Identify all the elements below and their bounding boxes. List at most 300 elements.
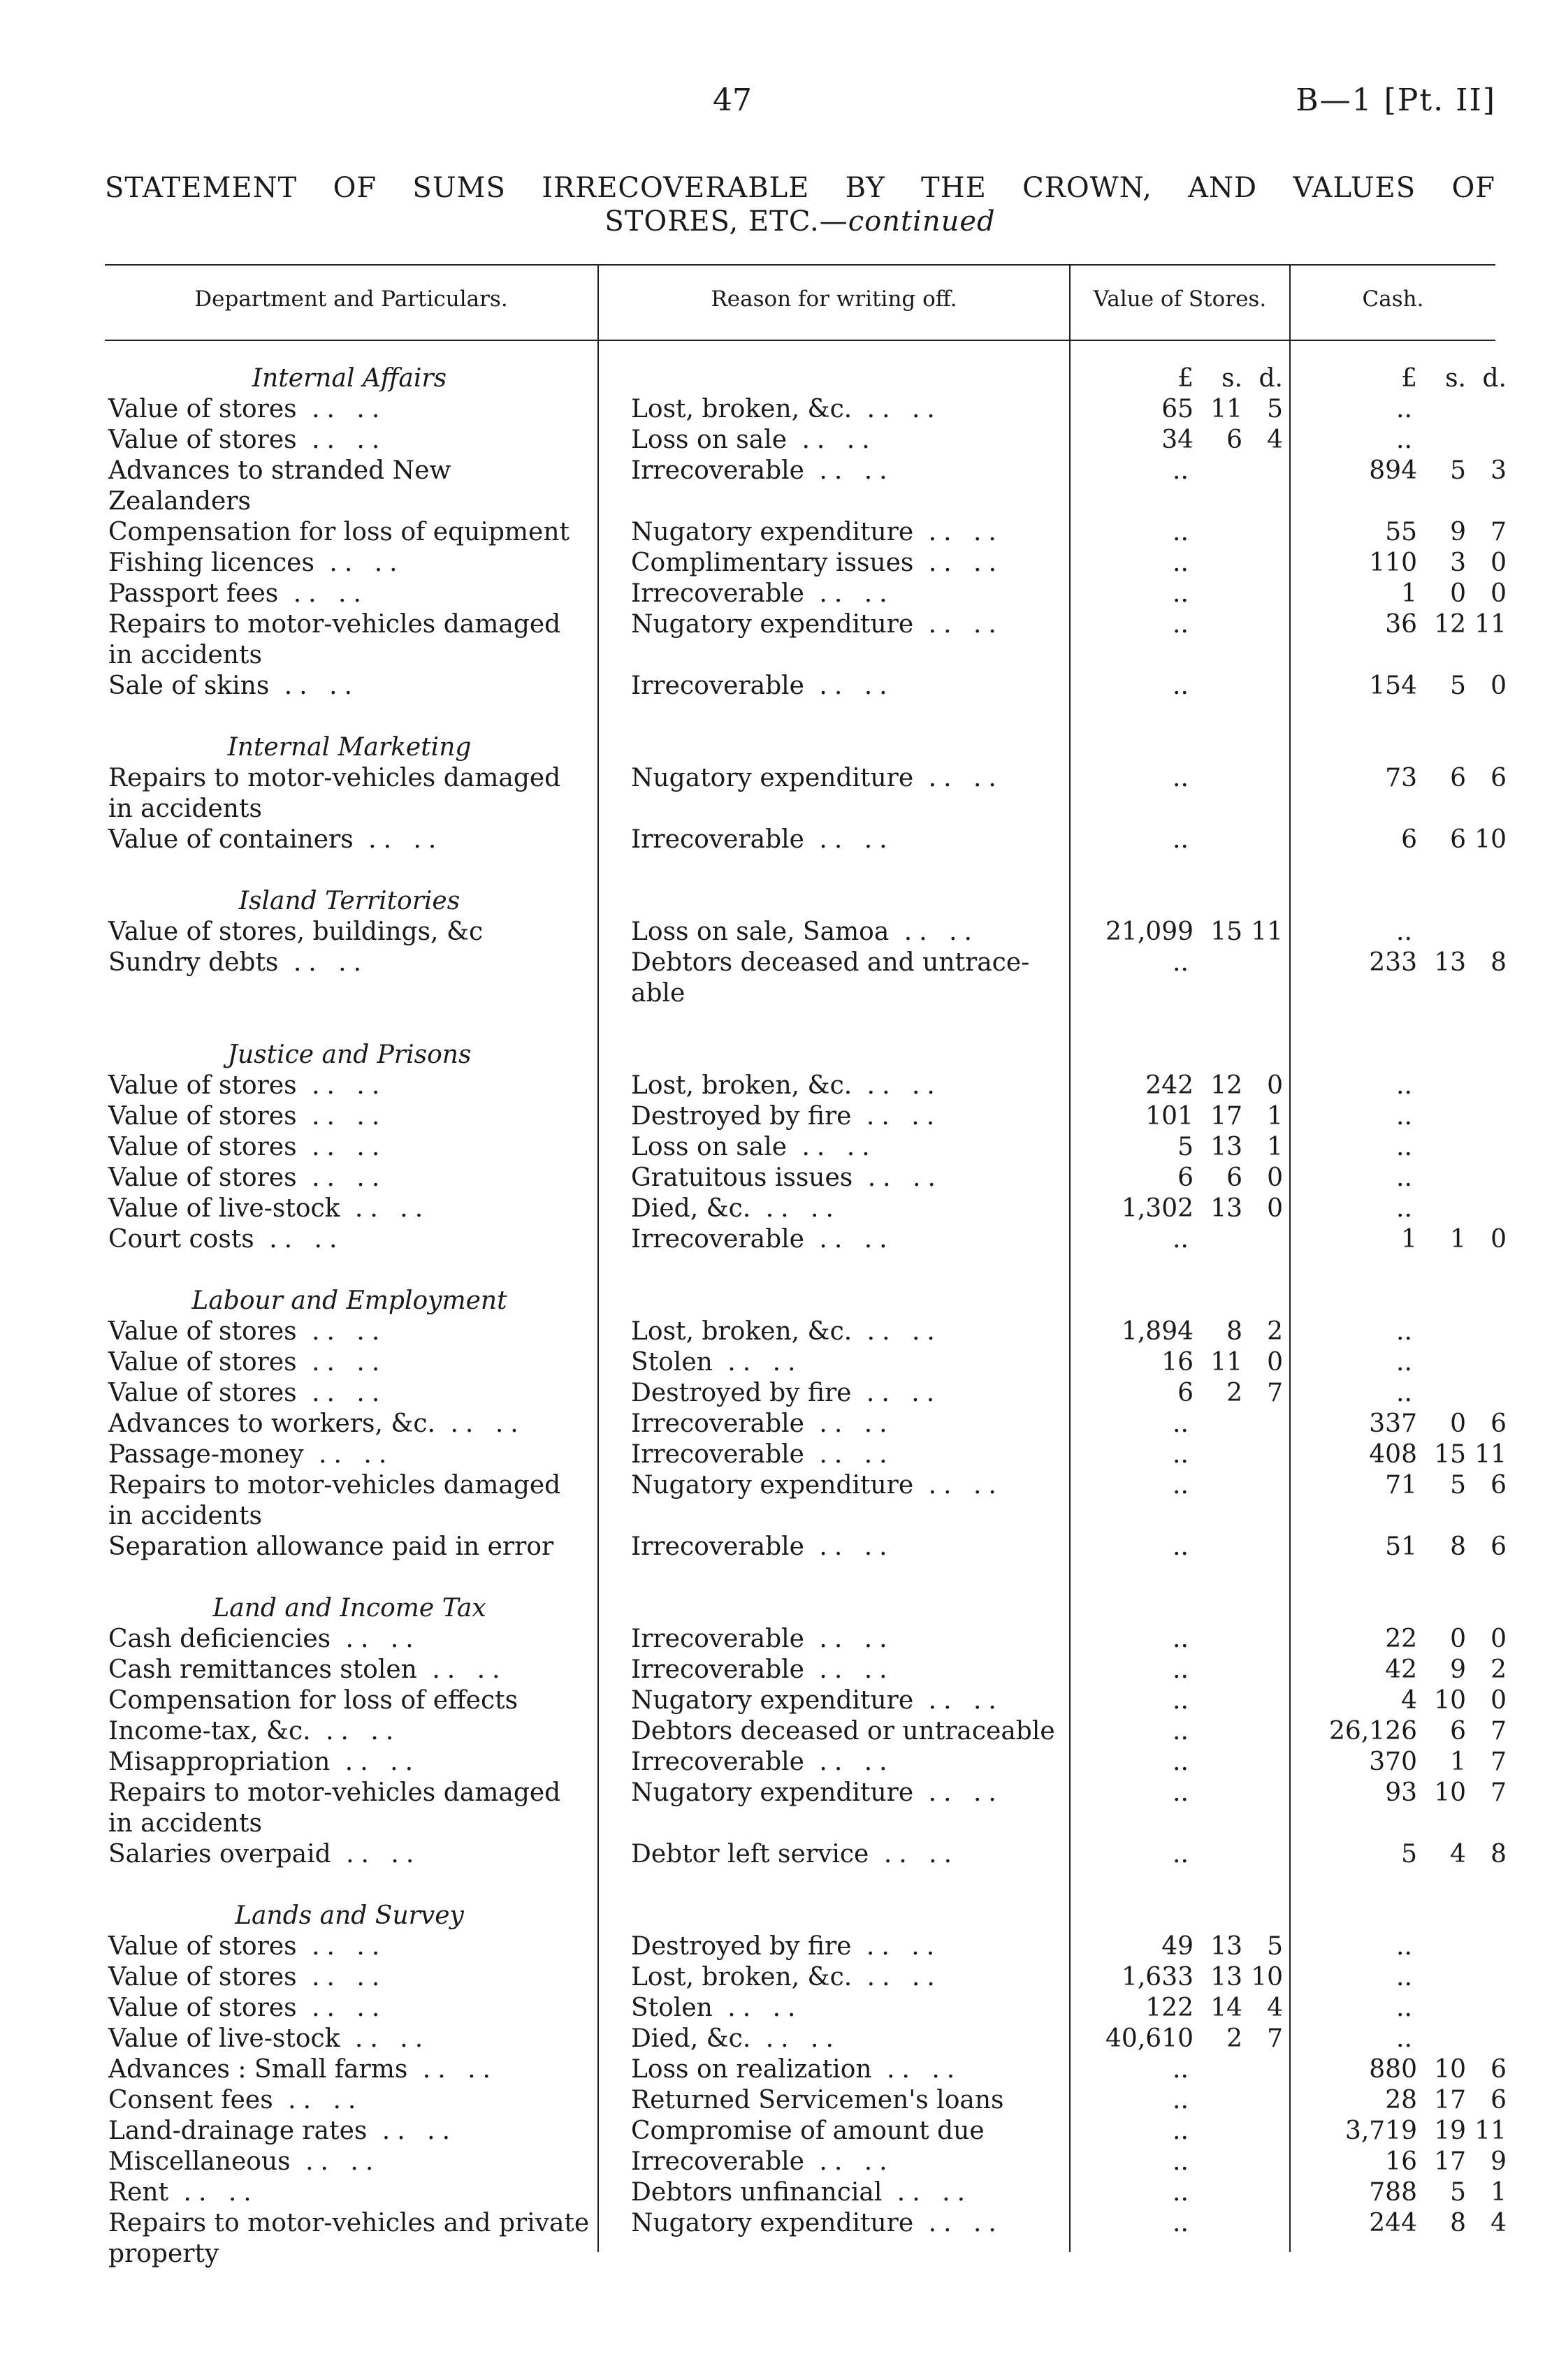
cash-amount-pounds: 233	[1369, 948, 1417, 977]
section-row	[108, 886, 1502, 917]
reason-cell	[631, 1439, 1071, 1470]
cash-amount	[1302, 2147, 1507, 2177]
cash-amount-pence: 8	[1490, 1840, 1507, 1869]
section-heading: Labour and Employment	[191, 1286, 507, 1315]
cash-cell	[1302, 1778, 1507, 1839]
cash-amount-shillings: 17	[1434, 2086, 1466, 2114]
column-header-particulars: Department and Particulars.	[194, 286, 508, 312]
value-amount-pence: 2	[1267, 1317, 1283, 1346]
reason-cell	[631, 1685, 1071, 1716]
dot-leader: .. ..	[254, 1225, 344, 1254]
cash-amount-shillings: 17	[1434, 2147, 1466, 2176]
cash-amount	[1302, 1716, 1507, 1747]
particular-cell	[108, 917, 597, 948]
dot-leader: .. ..	[168, 2178, 259, 2207]
table-row	[108, 1624, 1502, 1655]
particular-cell	[108, 394, 597, 425]
particular-cell	[108, 1993, 597, 2024]
value-nil: ..	[1173, 1625, 1189, 1653]
reason-cell	[631, 1655, 1071, 1685]
cash-amount-pounds: 55	[1385, 518, 1417, 546]
particular-text: Advances to stranded New Zealanders	[108, 456, 451, 516]
units-value	[1078, 1040, 1302, 1071]
cash-nil: ..	[1396, 1133, 1412, 1161]
table-row	[108, 1685, 1502, 1716]
value-cell	[1078, 1931, 1302, 1962]
dot-leader: .. ..	[340, 1194, 430, 1223]
reason-cell	[631, 456, 1071, 517]
reason-text: Returned Servicemen's loans	[631, 2086, 1004, 2114]
reason-cell	[631, 1071, 1071, 1101]
value-amount	[1078, 2024, 1283, 2054]
cash-amount-pence: 2	[1490, 1655, 1507, 1684]
particular-cell	[108, 425, 597, 456]
value-amount-pounds: 21,099	[1105, 917, 1194, 946]
cash-nil: ..	[1396, 1963, 1412, 1991]
cash-nil: ..	[1396, 1932, 1412, 1961]
dot-leader: .. ..	[278, 579, 368, 608]
cash-nil: ..	[1396, 426, 1412, 454]
reason-text: Debtors deceased or untraceable	[631, 1717, 1055, 1746]
value-nil: ..	[1173, 672, 1189, 700]
reason-cell	[631, 1532, 1071, 1562]
dot-leader: .. ..	[407, 2055, 498, 2084]
value-nil: ..	[1173, 1840, 1189, 1869]
value-amount-pounds: 16	[1161, 1348, 1194, 1377]
dot-leader: .. ..	[852, 1071, 942, 1100]
particular-cell	[108, 1101, 597, 1132]
value-units-pounds: £	[1177, 364, 1194, 393]
units-cash	[1302, 363, 1507, 394]
cash-amount-pounds: 1	[1401, 1225, 1417, 1254]
reason-text: Complimentary issues	[631, 549, 914, 577]
section-heading: Internal Marketing	[227, 733, 472, 762]
reason-text: Nugatory expenditure	[631, 1471, 914, 1500]
value-amount-pounds: 40,610	[1105, 2024, 1194, 2053]
reason-cell	[631, 1962, 1071, 1993]
dot-leader: .. ..	[852, 1963, 942, 1991]
cash-amount-pounds: 73	[1385, 764, 1417, 792]
value-amount-pounds: 6	[1177, 1163, 1194, 1192]
cash-amount-pence: 0	[1490, 549, 1507, 577]
particular-cell	[108, 1470, 597, 1532]
value-amount	[1078, 1163, 1283, 1193]
reason-cell	[631, 1347, 1071, 1378]
reason-text: Irrecoverable	[631, 2147, 804, 2176]
value-amount-shillings: 14	[1210, 1994, 1242, 2022]
cash-cell	[1302, 1071, 1502, 1101]
value-amount	[1078, 394, 1283, 425]
value-cell	[1078, 1962, 1302, 1993]
dot-leader: .. ..	[296, 1994, 387, 2022]
value-amount-pence: 0	[1267, 1163, 1283, 1192]
cash-amount-pounds: 880	[1369, 2055, 1417, 2084]
cash-cell	[1302, 609, 1507, 671]
reason-text: Irrecoverable	[631, 1625, 804, 1653]
cash-amount	[1302, 2085, 1507, 2116]
reason-text: Irrecoverable	[631, 1655, 804, 1684]
value-cell	[1078, 763, 1302, 825]
cash-nil: ..	[1396, 1071, 1412, 1100]
reason-text: Debtor left service	[631, 1840, 869, 1869]
cash-amount-pounds: 22	[1385, 1625, 1417, 1653]
dot-leader: .. ..	[712, 1994, 803, 2022]
cash-amount-pounds: 408	[1369, 1440, 1417, 1469]
page-number: 47	[713, 82, 752, 118]
particular-text: Cash deficiencies	[108, 1625, 331, 1653]
cash-cell	[1302, 1347, 1502, 1378]
cash-cell	[1302, 548, 1507, 579]
cash-cell	[1302, 2147, 1507, 2177]
reason-text: Nugatory expenditure	[631, 2209, 914, 2237]
reason-text: Died, &c.	[631, 2024, 751, 2053]
table-row	[108, 1993, 1502, 2024]
reason-text: Stolen	[631, 1994, 713, 2022]
cash-amount-pence: 0	[1490, 672, 1507, 700]
reason-text: Nugatory expenditure	[631, 610, 914, 639]
particular-text: Value of containers	[108, 825, 354, 854]
dot-leader: .. ..	[913, 549, 1004, 577]
table-row	[108, 948, 1502, 1009]
dot-leader: .. ..	[804, 1655, 894, 1684]
particular-text: Compensation for loss of effects	[108, 1686, 518, 1715]
particular-text: Value of stores	[108, 1102, 297, 1131]
cash-amount	[1302, 1655, 1507, 1685]
section-heading: Land and Income Tax	[212, 1594, 486, 1623]
cash-amount-shillings: 5	[1450, 456, 1466, 485]
cash-nil: ..	[1396, 1102, 1412, 1131]
table-row	[108, 1470, 1502, 1532]
particular-text: Advances : Small farms	[108, 2055, 408, 2084]
particular-text: Passage-money	[108, 1440, 304, 1469]
value-cell	[1078, 1347, 1302, 1378]
reason-text: Destroyed by fire	[631, 1379, 852, 1407]
particular-cell	[108, 1532, 597, 1562]
cash-cell	[1302, 517, 1507, 548]
cash-cell	[1302, 2054, 1507, 2085]
cash-amount-pounds: 154	[1369, 672, 1417, 700]
cash-cell	[1302, 2177, 1507, 2208]
cash-amount-pence: 11	[1474, 2117, 1507, 2145]
cash-nil: ..	[1396, 1163, 1412, 1192]
cash-amount-shillings: 4	[1450, 1840, 1466, 1869]
cash-amount-pounds: 28	[1385, 2086, 1417, 2114]
particular-cell	[108, 1316, 597, 1347]
value-amount	[1078, 1993, 1283, 2024]
dot-leader: .. ..	[750, 2024, 841, 2053]
cash-amount-pounds: 26,126	[1329, 1717, 1417, 1746]
cash-nil: ..	[1396, 1317, 1412, 1346]
value-nil: ..	[1173, 764, 1189, 792]
particular-text: Value of live-stock	[108, 2024, 340, 2053]
table-row	[108, 2024, 1502, 2054]
cash-amount-pence: 8	[1490, 948, 1507, 977]
cash-amount-pence: 6	[1490, 2086, 1507, 2114]
reason-text: Stolen	[631, 1348, 713, 1377]
particular-text: Fishing licences	[108, 549, 314, 577]
reason-cell	[631, 394, 1071, 425]
units-cash	[1302, 732, 1502, 763]
cash-amount	[1302, 1778, 1507, 1808]
cash-amount-pounds: 894	[1369, 456, 1417, 485]
dot-leader: .. ..	[296, 1963, 387, 1991]
value-cell	[1078, 2208, 1302, 2270]
dot-leader: .. ..	[296, 395, 387, 423]
value-amount-pence: 5	[1267, 1932, 1283, 1961]
value-amount-shillings: 11	[1210, 395, 1242, 423]
dot-leader: .. ..	[435, 1409, 525, 1438]
cash-amount-pounds: 244	[1369, 2209, 1417, 2237]
dot-leader: .. ..	[296, 1102, 387, 1131]
value-amount-shillings: 6	[1226, 1163, 1242, 1192]
cash-cell	[1302, 1931, 1502, 1962]
particular-cell	[108, 1409, 597, 1439]
particular-cell	[108, 2054, 597, 2085]
cash-amount-pence: 7	[1490, 1778, 1507, 1807]
table-row	[108, 1193, 1502, 1224]
reason-cell	[631, 2054, 1071, 2085]
particular-cell	[108, 1347, 597, 1378]
particular-text: Consent fees	[108, 2086, 273, 2114]
reason-cell	[631, 1316, 1071, 1347]
value-amount-pounds: 1,894	[1121, 1317, 1194, 1346]
reason-text: Irrecoverable	[631, 825, 804, 854]
cash-amount	[1302, 1224, 1507, 1255]
reason-cell	[631, 2085, 1071, 2116]
dot-leader: .. ..	[913, 1778, 1003, 1807]
table-row	[108, 2147, 1502, 2177]
cash-units-pounds: £	[1401, 364, 1417, 393]
table-row	[108, 456, 1502, 517]
cash-amount-pounds: 110	[1369, 549, 1417, 577]
value-nil: ..	[1173, 825, 1189, 854]
value-cell	[1078, 1224, 1302, 1255]
cash-amount	[1302, 548, 1507, 579]
dot-leader: .. ..	[852, 1317, 942, 1346]
value-cell	[1078, 1839, 1302, 1870]
section-spacer	[108, 1870, 1502, 1901]
particular-cell	[108, 763, 597, 825]
dot-leader: .. ..	[804, 1748, 894, 1776]
table-row	[108, 1101, 1502, 1132]
particular-text: Salaries overpaid	[108, 1840, 331, 1869]
value-cell	[1078, 1747, 1302, 1778]
particular-cell	[108, 1193, 597, 1224]
cash-cell	[1302, 1839, 1507, 1870]
reason-cell	[631, 1839, 1071, 1870]
particular-cell	[108, 1716, 597, 1747]
cash-amount	[1302, 1839, 1507, 1870]
reason-cell	[631, 2177, 1071, 2208]
cash-amount-pence: 6	[1490, 2055, 1507, 2084]
units-cash	[1302, 1040, 1502, 1071]
cash-amount-shillings: 6	[1450, 764, 1466, 792]
units-value	[1078, 1901, 1302, 1931]
table-row	[108, 2208, 1502, 2270]
table-row	[108, 763, 1502, 825]
value-amount-pence: 11	[1251, 917, 1283, 946]
table-row	[108, 1071, 1502, 1101]
reason-cell	[631, 1193, 1071, 1224]
reason-cell	[631, 917, 1071, 948]
table-row	[108, 517, 1502, 548]
reason-cell	[631, 609, 1071, 671]
dot-leader: .. ..	[804, 825, 894, 854]
value-amount-pounds: 242	[1145, 1071, 1194, 1100]
value-amount	[1078, 425, 1283, 456]
particular-text: Value of stores	[108, 1379, 297, 1407]
cash-amount	[1302, 609, 1507, 640]
value-cell	[1078, 548, 1302, 579]
value-cell	[1078, 671, 1302, 702]
particular-cell	[108, 1132, 597, 1163]
units-value	[1078, 1593, 1302, 1624]
cash-amount-pence: 1	[1490, 2178, 1507, 2207]
cash-cell	[1302, 2116, 1507, 2147]
dot-leader: .. ..	[871, 2055, 962, 2084]
table-row	[108, 579, 1502, 609]
value-amount	[1078, 1347, 1283, 1378]
value-cell	[1078, 1624, 1302, 1655]
value-nil: ..	[1173, 2086, 1189, 2114]
reason-cell	[631, 1224, 1071, 1255]
table-row	[108, 671, 1502, 702]
dot-leader: .. ..	[889, 917, 979, 946]
value-nil: ..	[1173, 1717, 1189, 1746]
dot-leader: .. ..	[804, 2147, 894, 2176]
value-cell	[1078, 1532, 1302, 1562]
cash-amount-pence: 7	[1490, 518, 1507, 546]
value-nil: ..	[1173, 610, 1189, 639]
dot-leader: .. ..	[269, 672, 359, 700]
cash-amount-shillings: 1	[1450, 1225, 1466, 1254]
reason-cell	[631, 1624, 1071, 1655]
cash-units	[1302, 363, 1507, 394]
value-nil: ..	[1173, 1440, 1189, 1469]
cash-amount-shillings: 10	[1434, 2055, 1466, 2084]
section-spacer	[108, 855, 1502, 886]
dot-leader: .. ..	[804, 1409, 894, 1438]
reason-cell	[631, 425, 1071, 456]
value-amount	[1078, 1316, 1283, 1347]
particular-cell	[108, 948, 597, 1009]
reason-cell	[631, 1163, 1071, 1193]
cash-amount-shillings: 6	[1450, 825, 1466, 854]
particular-text: Sale of skins	[108, 672, 270, 700]
reason-text: Lost, broken, &c.	[631, 1963, 853, 1991]
reason-cell	[631, 671, 1071, 702]
value-amount-pounds: 1,302	[1121, 1194, 1194, 1223]
cash-amount-pence: 7	[1490, 1748, 1507, 1776]
dot-leader: .. ..	[273, 2086, 363, 2114]
cash-amount	[1302, 2177, 1507, 2208]
dot-leader: .. ..	[882, 2178, 973, 2207]
value-amount-shillings: 15	[1210, 917, 1242, 946]
value-amount-pence: 0	[1267, 1194, 1283, 1223]
value-nil: ..	[1173, 2178, 1189, 2207]
value-amount-shillings: 13	[1210, 1133, 1242, 1161]
particular-cell	[108, 1778, 597, 1839]
cash-amount-pounds: 337	[1369, 1409, 1417, 1438]
value-nil: ..	[1173, 1471, 1189, 1500]
section-row	[108, 732, 1502, 763]
cash-amount-shillings: 6	[1450, 1717, 1466, 1746]
table-row	[108, 1409, 1502, 1439]
value-cell	[1078, 2116, 1302, 2147]
cash-amount-pence: 6	[1490, 1471, 1507, 1500]
cash-amount	[1302, 1624, 1507, 1655]
value-cell	[1078, 2085, 1302, 2116]
value-cell	[1078, 1132, 1302, 1163]
value-amount-pence: 7	[1267, 2024, 1283, 2053]
value-amount-shillings: 17	[1210, 1102, 1242, 1131]
particular-text: Value of stores	[108, 1071, 297, 1100]
cash-cell	[1302, 1624, 1507, 1655]
reason-text: Nugatory expenditure	[631, 1778, 914, 1807]
value-cell	[1078, 1778, 1302, 1839]
particular-text: Value of stores	[108, 1994, 297, 2022]
particular-cell	[108, 2116, 597, 2147]
dot-leader: .. ..	[787, 426, 877, 454]
reason-cell	[631, 2024, 1071, 2054]
cash-cell	[1302, 425, 1502, 456]
value-cell	[1078, 2177, 1302, 2208]
cash-amount-pounds: 51	[1385, 1532, 1417, 1561]
value-cell	[1078, 517, 1302, 548]
value-cell	[1078, 579, 1302, 609]
reason-cell	[631, 2208, 1071, 2270]
reason-cell	[631, 548, 1071, 579]
dot-leader: .. ..	[367, 2117, 458, 2145]
value-nil: ..	[1173, 1778, 1189, 1807]
cash-cell	[1302, 1993, 1502, 2024]
cash-amount-pence: 4	[1490, 2209, 1507, 2237]
value-cell	[1078, 948, 1302, 1009]
dot-leader: .. ..	[804, 1225, 894, 1254]
cash-cell	[1302, 1747, 1507, 1778]
dot-leader: .. ..	[750, 1194, 841, 1223]
table-row	[108, 609, 1502, 671]
particular-text: Income-tax, &c.	[108, 1717, 311, 1746]
value-amount	[1078, 1101, 1283, 1132]
reason-text: Loss on sale	[631, 426, 788, 454]
value-amount-pounds: 101	[1145, 1102, 1194, 1131]
particular-cell	[108, 609, 597, 671]
section-heading: Island Territories	[238, 887, 460, 915]
reason-cell	[631, 1778, 1071, 1839]
reason-text: Irrecoverable	[631, 672, 804, 700]
dot-leader: .. ..	[296, 1317, 387, 1346]
dot-leader: .. ..	[296, 1071, 387, 1100]
cash-units-shillings: s.	[1445, 364, 1466, 393]
particular-text: Value of stores	[108, 1963, 297, 1991]
dot-leader: .. ..	[913, 518, 1003, 546]
cash-cell	[1302, 1962, 1502, 1993]
statement-table	[108, 363, 1507, 2270]
cash-amount-pence: 0	[1490, 1625, 1507, 1653]
cash-nil: ..	[1396, 1379, 1412, 1407]
cash-amount	[1302, 2208, 1507, 2239]
particular-text: Value of stores	[108, 1348, 297, 1377]
dot-leader: .. ..	[852, 395, 942, 423]
particular-text: Repairs to motor-vehicles damaged in accidents	[108, 764, 561, 823]
dot-leader: .. ..	[330, 1748, 421, 1776]
dot-leader: .. ..	[804, 1532, 894, 1561]
reason-cell	[631, 579, 1071, 609]
cash-amount	[1302, 579, 1507, 609]
cash-amount	[1302, 948, 1507, 978]
table-row	[108, 2116, 1502, 2147]
